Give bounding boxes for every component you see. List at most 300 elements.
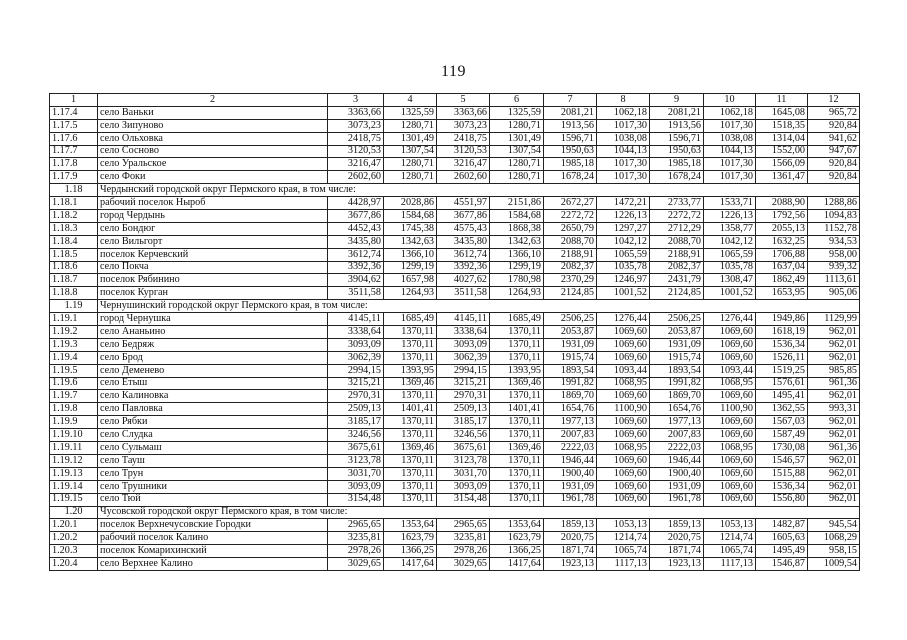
value-cell: 1653,95 bbox=[756, 287, 808, 300]
value-cell: 962,01 bbox=[808, 326, 860, 339]
value-cell: 1353,64 bbox=[384, 519, 437, 532]
value-cell: 1931,09 bbox=[544, 480, 597, 493]
settlement-name-cell: село Бондюг bbox=[98, 222, 328, 235]
value-cell: 920,84 bbox=[808, 171, 860, 184]
value-cell: 3246,56 bbox=[437, 429, 490, 442]
value-cell: 905,06 bbox=[808, 287, 860, 300]
value-cell: 1900,40 bbox=[544, 467, 597, 480]
value-cell: 1370,11 bbox=[384, 467, 437, 480]
value-cell: 1214,74 bbox=[704, 532, 756, 545]
value-cell: 1069,60 bbox=[704, 493, 756, 506]
value-cell: 4452,43 bbox=[328, 222, 384, 235]
value-cell: 1369,46 bbox=[384, 442, 437, 455]
settlement-name-cell: село Зипуново bbox=[98, 119, 328, 132]
settlement-name-cell: рабочий поселок Ныроб bbox=[98, 197, 328, 210]
row-code-cell: 1.19.13 bbox=[50, 467, 98, 480]
value-cell: 1923,13 bbox=[544, 558, 597, 571]
value-cell: 1632,25 bbox=[756, 235, 808, 248]
value-cell: 1069,60 bbox=[704, 429, 756, 442]
value-cell: 2994,15 bbox=[437, 364, 490, 377]
value-cell: 1129,99 bbox=[808, 313, 860, 326]
settlement-name-cell: поселок Керчевский bbox=[98, 248, 328, 261]
value-cell: 1393,95 bbox=[490, 364, 544, 377]
value-cell: 920,84 bbox=[808, 119, 860, 132]
table-row bbox=[50, 532, 860, 545]
section-row bbox=[50, 184, 860, 197]
value-cell: 1552,00 bbox=[756, 145, 808, 158]
value-cell: 1113,61 bbox=[808, 274, 860, 287]
value-cell: 1645,08 bbox=[756, 106, 808, 119]
value-cell: 1915,74 bbox=[650, 351, 704, 364]
value-cell: 920,84 bbox=[808, 158, 860, 171]
column-header: 7 bbox=[544, 94, 597, 107]
column-header: 2 bbox=[98, 94, 328, 107]
value-cell: 3093,09 bbox=[437, 338, 490, 351]
value-cell: 1017,30 bbox=[597, 171, 650, 184]
settlement-name-cell: село Рябки bbox=[98, 416, 328, 429]
value-cell: 1342,63 bbox=[490, 235, 544, 248]
value-cell: 1065,74 bbox=[704, 545, 756, 558]
column-header: 8 bbox=[597, 94, 650, 107]
value-cell: 1069,60 bbox=[597, 467, 650, 480]
value-cell: 1654,76 bbox=[650, 403, 704, 416]
row-code-cell: 1.19.14 bbox=[50, 480, 98, 493]
settlement-name-cell: село Фоки bbox=[98, 171, 328, 184]
table-row bbox=[50, 442, 860, 455]
row-code-cell: 1.19.9 bbox=[50, 416, 98, 429]
value-cell: 962,01 bbox=[808, 390, 860, 403]
value-cell: 1214,74 bbox=[597, 532, 650, 545]
value-cell: 2082,37 bbox=[650, 261, 704, 274]
column-header: 11 bbox=[756, 94, 808, 107]
value-cell: 2418,75 bbox=[437, 132, 490, 145]
value-cell: 1370,11 bbox=[384, 429, 437, 442]
value-cell: 1068,95 bbox=[597, 377, 650, 390]
section-code: 1.18 bbox=[50, 184, 98, 197]
value-cell: 958,00 bbox=[808, 248, 860, 261]
value-cell: 2188,91 bbox=[650, 248, 704, 261]
row-code-cell: 1.19.1 bbox=[50, 313, 98, 326]
value-cell: 1370,11 bbox=[490, 351, 544, 364]
settlement-name-cell: село Верхнее Калино bbox=[98, 558, 328, 571]
row-code-cell: 1.19.4 bbox=[50, 351, 98, 364]
value-cell: 1280,71 bbox=[490, 158, 544, 171]
value-cell: 1915,74 bbox=[544, 351, 597, 364]
value-cell: 1868,38 bbox=[490, 222, 544, 235]
value-cell: 3338,64 bbox=[437, 326, 490, 339]
value-cell: 962,01 bbox=[808, 467, 860, 480]
row-code-cell: 1.18.8 bbox=[50, 287, 98, 300]
value-cell: 1370,11 bbox=[490, 454, 544, 467]
row-code-cell: 1.18.4 bbox=[50, 235, 98, 248]
value-cell: 2602,60 bbox=[437, 171, 490, 184]
value-cell: 1264,93 bbox=[384, 287, 437, 300]
value-cell: 962,01 bbox=[808, 351, 860, 364]
value-cell: 2431,79 bbox=[650, 274, 704, 287]
value-cell: 1913,56 bbox=[650, 119, 704, 132]
header-row bbox=[50, 94, 860, 107]
settlement-name-cell: село Ананьино bbox=[98, 326, 328, 339]
table-row bbox=[50, 519, 860, 532]
value-cell: 1780,98 bbox=[490, 274, 544, 287]
section-title: Чернушинский городской округ Пермского края, в том числе: bbox=[98, 300, 860, 313]
table-row bbox=[50, 158, 860, 171]
value-cell: 1618,19 bbox=[756, 326, 808, 339]
settlement-name-cell: село Тюй bbox=[98, 493, 328, 506]
value-cell: 2272,72 bbox=[650, 210, 704, 223]
value-cell: 1069,60 bbox=[597, 429, 650, 442]
column-header: 5 bbox=[437, 94, 490, 107]
value-cell: 2222,03 bbox=[650, 442, 704, 455]
value-cell: 3338,64 bbox=[328, 326, 384, 339]
value-cell: 1596,71 bbox=[650, 132, 704, 145]
value-cell: 1314,04 bbox=[756, 132, 808, 145]
value-cell: 1280,71 bbox=[490, 171, 544, 184]
value-cell: 1706,88 bbox=[756, 248, 808, 261]
row-code-cell: 1.17.4 bbox=[50, 106, 98, 119]
value-cell: 2712,29 bbox=[650, 222, 704, 235]
value-cell: 1276,44 bbox=[597, 313, 650, 326]
value-cell: 1977,13 bbox=[650, 416, 704, 429]
value-cell: 1062,18 bbox=[704, 106, 756, 119]
settlement-name-cell: поселок Рябинино bbox=[98, 274, 328, 287]
value-cell: 1931,09 bbox=[650, 480, 704, 493]
value-cell: 1991,82 bbox=[544, 377, 597, 390]
value-cell: 1370,11 bbox=[490, 326, 544, 339]
value-cell: 1923,13 bbox=[650, 558, 704, 571]
value-cell: 965,72 bbox=[808, 106, 860, 119]
value-cell: 1226,13 bbox=[597, 210, 650, 223]
column-header: 4 bbox=[384, 94, 437, 107]
value-cell: 3677,86 bbox=[437, 210, 490, 223]
value-cell: 1069,60 bbox=[597, 493, 650, 506]
table-row bbox=[50, 210, 860, 223]
section-code: 1.20 bbox=[50, 506, 98, 519]
value-cell: 3904,62 bbox=[328, 274, 384, 287]
value-cell: 1584,68 bbox=[490, 210, 544, 223]
row-code-cell: 1.19.6 bbox=[50, 377, 98, 390]
value-cell: 1065,74 bbox=[597, 545, 650, 558]
settlement-name-cell: село Вильгорт bbox=[98, 235, 328, 248]
value-cell: 3029,65 bbox=[328, 558, 384, 571]
value-cell: 1299,19 bbox=[384, 261, 437, 274]
value-cell: 1900,40 bbox=[650, 467, 704, 480]
row-code-cell: 1.19.11 bbox=[50, 442, 98, 455]
row-code-cell: 1.20.4 bbox=[50, 558, 98, 571]
value-cell: 1009,54 bbox=[808, 558, 860, 571]
value-cell: 1495,41 bbox=[756, 390, 808, 403]
value-cell: 1370,11 bbox=[384, 338, 437, 351]
column-header: 9 bbox=[650, 94, 704, 107]
settlement-name-cell: поселок Комарихинский bbox=[98, 545, 328, 558]
value-cell: 1093,44 bbox=[597, 364, 650, 377]
value-cell: 1370,11 bbox=[384, 351, 437, 364]
table-row bbox=[50, 145, 860, 158]
value-cell: 1044,13 bbox=[704, 145, 756, 158]
value-cell: 1913,56 bbox=[544, 119, 597, 132]
value-cell: 1065,59 bbox=[704, 248, 756, 261]
value-cell: 3392,36 bbox=[437, 261, 490, 274]
value-cell: 3073,23 bbox=[437, 119, 490, 132]
value-cell: 1001,52 bbox=[597, 287, 650, 300]
section-row bbox=[50, 506, 860, 519]
value-cell: 1297,27 bbox=[597, 222, 650, 235]
value-cell: 2188,91 bbox=[544, 248, 597, 261]
settlement-name-cell: село Покча bbox=[98, 261, 328, 274]
value-cell: 1369,46 bbox=[490, 442, 544, 455]
table-row bbox=[50, 197, 860, 210]
value-cell: 1871,74 bbox=[544, 545, 597, 558]
value-cell: 2970,31 bbox=[437, 390, 490, 403]
value-cell: 1069,60 bbox=[597, 454, 650, 467]
value-cell: 2506,25 bbox=[650, 313, 704, 326]
column-header: 10 bbox=[704, 94, 756, 107]
value-cell: 1546,57 bbox=[756, 454, 808, 467]
column-header: 12 bbox=[808, 94, 860, 107]
column-header: 6 bbox=[490, 94, 544, 107]
value-cell: 3123,78 bbox=[328, 454, 384, 467]
value-cell: 1657,98 bbox=[384, 274, 437, 287]
row-code-cell: 1.20.3 bbox=[50, 545, 98, 558]
value-cell: 2124,85 bbox=[650, 287, 704, 300]
value-cell: 2082,37 bbox=[544, 261, 597, 274]
value-cell: 4551,97 bbox=[437, 197, 490, 210]
value-cell: 1017,30 bbox=[704, 171, 756, 184]
value-cell: 1353,64 bbox=[490, 519, 544, 532]
table-row bbox=[50, 545, 860, 558]
value-cell: 2650,79 bbox=[544, 222, 597, 235]
value-cell: 1042,12 bbox=[704, 235, 756, 248]
value-cell: 1093,44 bbox=[704, 364, 756, 377]
value-cell: 1069,60 bbox=[597, 326, 650, 339]
settlement-name-cell: село Ваньки bbox=[98, 106, 328, 119]
table-row bbox=[50, 326, 860, 339]
value-cell: 1035,78 bbox=[704, 261, 756, 274]
table-row bbox=[50, 390, 860, 403]
value-cell: 1472,21 bbox=[597, 197, 650, 210]
value-cell: 1519,25 bbox=[756, 364, 808, 377]
value-cell: 1069,60 bbox=[597, 351, 650, 364]
value-cell: 1985,18 bbox=[650, 158, 704, 171]
value-cell: 1576,61 bbox=[756, 377, 808, 390]
value-cell: 3677,86 bbox=[328, 210, 384, 223]
value-cell: 1152,78 bbox=[808, 222, 860, 235]
value-cell: 1264,93 bbox=[490, 287, 544, 300]
settlement-name-cell: город Чернушка bbox=[98, 313, 328, 326]
value-cell: 3612,74 bbox=[328, 248, 384, 261]
table-row bbox=[50, 248, 860, 261]
table-row bbox=[50, 364, 860, 377]
value-cell: 1370,11 bbox=[490, 480, 544, 493]
value-cell: 1366,25 bbox=[384, 545, 437, 558]
value-cell: 1961,78 bbox=[544, 493, 597, 506]
value-cell: 1950,63 bbox=[544, 145, 597, 158]
row-code-cell: 1.19.8 bbox=[50, 403, 98, 416]
settlement-name-cell: село Сульмаш bbox=[98, 442, 328, 455]
row-code-cell: 1.20.2 bbox=[50, 532, 98, 545]
value-cell: 2081,21 bbox=[544, 106, 597, 119]
value-cell: 1069,60 bbox=[597, 416, 650, 429]
value-cell: 1280,71 bbox=[384, 158, 437, 171]
value-cell: 993,31 bbox=[808, 403, 860, 416]
row-code-cell: 1.19.5 bbox=[50, 364, 98, 377]
value-cell: 1370,11 bbox=[490, 467, 544, 480]
settlement-name-cell: село Ольховка bbox=[98, 132, 328, 145]
section-row bbox=[50, 300, 860, 313]
table-row bbox=[50, 338, 860, 351]
settlement-name-cell: село Етыш bbox=[98, 377, 328, 390]
value-cell: 1017,30 bbox=[597, 119, 650, 132]
value-cell: 934,53 bbox=[808, 235, 860, 248]
value-cell: 1401,41 bbox=[490, 403, 544, 416]
value-cell: 1518,35 bbox=[756, 119, 808, 132]
value-cell: 1370,11 bbox=[384, 416, 437, 429]
value-cell: 1370,11 bbox=[384, 326, 437, 339]
value-cell: 3029,65 bbox=[437, 558, 490, 571]
value-cell: 1325,59 bbox=[384, 106, 437, 119]
value-cell: 1495,49 bbox=[756, 545, 808, 558]
value-cell: 1393,95 bbox=[384, 364, 437, 377]
value-cell: 939,32 bbox=[808, 261, 860, 274]
table-row bbox=[50, 106, 860, 119]
value-cell: 1533,71 bbox=[704, 197, 756, 210]
value-cell: 962,01 bbox=[808, 416, 860, 429]
value-cell: 3093,09 bbox=[328, 338, 384, 351]
row-code-cell: 1.17.9 bbox=[50, 171, 98, 184]
value-cell: 1946,44 bbox=[544, 454, 597, 467]
value-cell: 3120,53 bbox=[328, 145, 384, 158]
value-cell: 1401,41 bbox=[384, 403, 437, 416]
value-cell: 961,36 bbox=[808, 377, 860, 390]
settlement-name-cell: село Павловка bbox=[98, 403, 328, 416]
table-body bbox=[50, 106, 860, 570]
table-row bbox=[50, 261, 860, 274]
value-cell: 2506,25 bbox=[544, 313, 597, 326]
value-cell: 3435,80 bbox=[328, 235, 384, 248]
value-cell: 1862,49 bbox=[756, 274, 808, 287]
value-cell: 4027,62 bbox=[437, 274, 490, 287]
value-cell: 1276,44 bbox=[704, 313, 756, 326]
table-row bbox=[50, 313, 860, 326]
value-cell: 1370,11 bbox=[490, 416, 544, 429]
value-cell: 1299,19 bbox=[490, 261, 544, 274]
value-cell: 3185,17 bbox=[328, 416, 384, 429]
value-cell: 947,67 bbox=[808, 145, 860, 158]
value-cell: 1515,88 bbox=[756, 467, 808, 480]
value-cell: 1226,13 bbox=[704, 210, 756, 223]
value-cell: 1065,59 bbox=[597, 248, 650, 261]
table-row bbox=[50, 429, 860, 442]
value-cell: 1946,44 bbox=[650, 454, 704, 467]
table-row bbox=[50, 119, 860, 132]
settlement-name-cell: село Бедряж bbox=[98, 338, 328, 351]
value-cell: 3235,81 bbox=[437, 532, 490, 545]
value-cell: 1623,79 bbox=[384, 532, 437, 545]
value-cell: 985,85 bbox=[808, 364, 860, 377]
value-cell: 3215,21 bbox=[437, 377, 490, 390]
section-title: Чусовской городской округ Пермского края, в том числе: bbox=[98, 506, 860, 519]
value-cell: 2970,31 bbox=[328, 390, 384, 403]
table-row bbox=[50, 493, 860, 506]
value-cell: 1068,95 bbox=[704, 377, 756, 390]
value-cell: 1035,78 bbox=[597, 261, 650, 274]
value-cell: 1017,30 bbox=[704, 119, 756, 132]
value-cell: 1985,18 bbox=[544, 158, 597, 171]
value-cell: 2509,13 bbox=[328, 403, 384, 416]
value-cell: 2978,26 bbox=[437, 545, 490, 558]
value-cell: 2020,75 bbox=[650, 532, 704, 545]
table-row bbox=[50, 132, 860, 145]
value-cell: 3511,58 bbox=[328, 287, 384, 300]
value-cell: 1869,70 bbox=[544, 390, 597, 403]
value-cell: 1069,60 bbox=[704, 390, 756, 403]
value-cell: 2602,60 bbox=[328, 171, 384, 184]
value-cell: 2124,85 bbox=[544, 287, 597, 300]
table-row bbox=[50, 454, 860, 467]
value-cell: 1308,47 bbox=[704, 274, 756, 287]
value-cell: 1069,60 bbox=[704, 480, 756, 493]
value-cell: 1536,34 bbox=[756, 338, 808, 351]
value-cell: 1301,49 bbox=[384, 132, 437, 145]
value-cell: 2055,13 bbox=[756, 222, 808, 235]
tariff-table bbox=[49, 93, 860, 571]
value-cell: 3612,74 bbox=[437, 248, 490, 261]
value-cell: 2222,03 bbox=[544, 442, 597, 455]
row-code-cell: 1.19.10 bbox=[50, 429, 98, 442]
value-cell: 3185,17 bbox=[437, 416, 490, 429]
value-cell: 1100,90 bbox=[597, 403, 650, 416]
row-code-cell: 1.18.7 bbox=[50, 274, 98, 287]
value-cell: 1931,09 bbox=[650, 338, 704, 351]
value-cell: 1678,24 bbox=[650, 171, 704, 184]
table-row bbox=[50, 274, 860, 287]
value-cell: 1482,87 bbox=[756, 519, 808, 532]
value-cell: 3216,47 bbox=[437, 158, 490, 171]
value-cell: 1623,79 bbox=[490, 532, 544, 545]
value-cell: 4145,11 bbox=[437, 313, 490, 326]
value-cell: 3511,58 bbox=[437, 287, 490, 300]
table-row bbox=[50, 558, 860, 571]
value-cell: 2965,65 bbox=[437, 519, 490, 532]
value-cell: 941,62 bbox=[808, 132, 860, 145]
row-code-cell: 1.19.15 bbox=[50, 493, 98, 506]
value-cell: 945,54 bbox=[808, 519, 860, 532]
value-cell: 962,01 bbox=[808, 493, 860, 506]
value-cell: 1069,60 bbox=[704, 416, 756, 429]
value-cell: 1417,64 bbox=[384, 558, 437, 571]
value-cell: 3154,48 bbox=[437, 493, 490, 506]
value-cell: 1068,29 bbox=[808, 532, 860, 545]
value-cell: 3675,61 bbox=[328, 442, 384, 455]
section-title: Чердынский городской округ Пермского края, в том числе: bbox=[98, 184, 860, 197]
value-cell: 1567,03 bbox=[756, 416, 808, 429]
value-cell: 2007,83 bbox=[544, 429, 597, 442]
value-cell: 3062,39 bbox=[437, 351, 490, 364]
value-cell: 2081,21 bbox=[650, 106, 704, 119]
value-cell: 1069,60 bbox=[597, 390, 650, 403]
table-row bbox=[50, 377, 860, 390]
settlement-name-cell: село Слудка bbox=[98, 429, 328, 442]
value-cell: 1678,24 bbox=[544, 171, 597, 184]
value-cell: 2088,90 bbox=[756, 197, 808, 210]
row-code-cell: 1.19.7 bbox=[50, 390, 98, 403]
value-cell: 1369,46 bbox=[384, 377, 437, 390]
value-cell: 1596,71 bbox=[544, 132, 597, 145]
table-row bbox=[50, 467, 860, 480]
value-cell: 3392,36 bbox=[328, 261, 384, 274]
value-cell: 3031,70 bbox=[328, 467, 384, 480]
value-cell: 1685,49 bbox=[384, 313, 437, 326]
